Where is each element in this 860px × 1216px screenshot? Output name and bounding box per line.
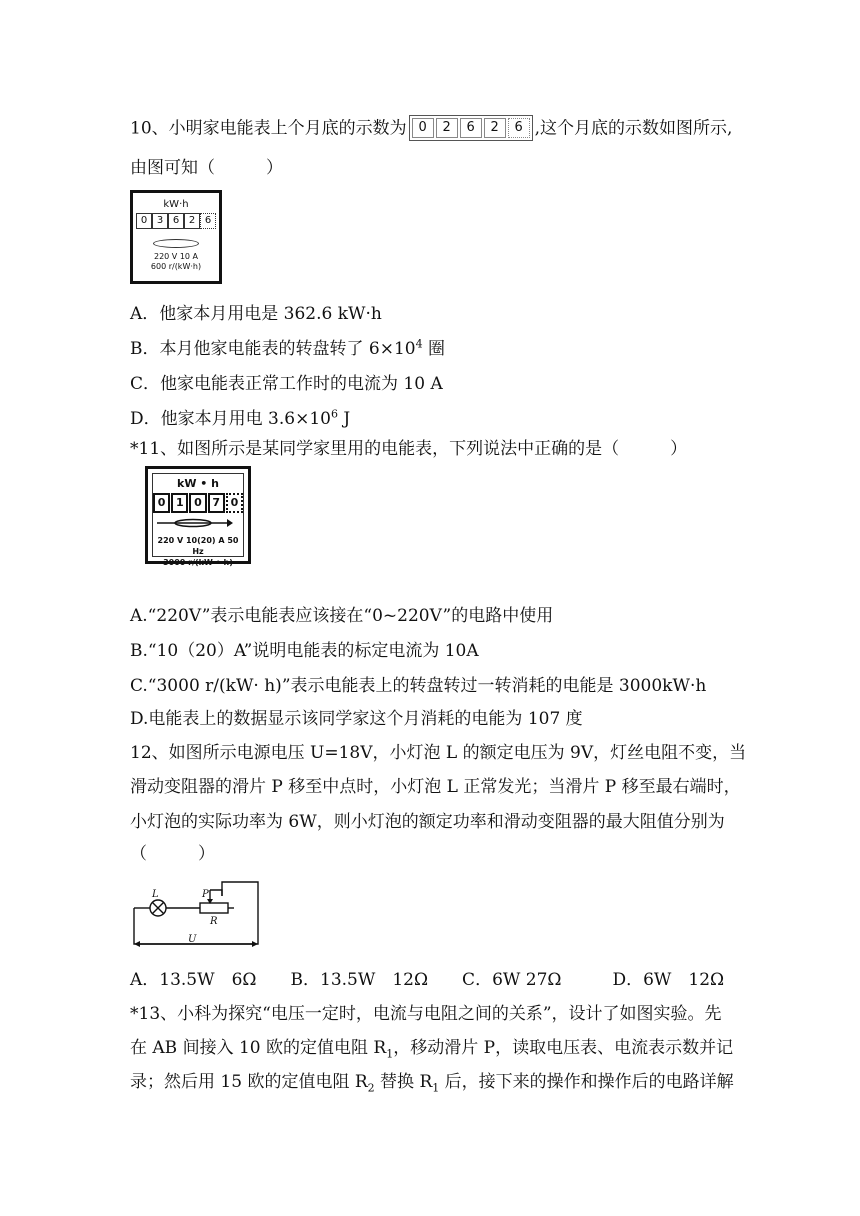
option-text-end: J (337, 409, 351, 429)
meter-digit: 3 (152, 213, 168, 229)
q12-stem-line2: 滑动变阻器的滑片 P 移至中点时，小灯泡 L 正常发光；当滑片 P 移至最右端时， (130, 777, 741, 797)
stem-text: 录；然后用 15 欧的定值电阻 R (130, 1072, 368, 1092)
meter-digits (153, 493, 243, 513)
meter-digit: 0 (153, 493, 170, 513)
q10-option-d (130, 407, 350, 431)
meter-decimal-digit: 0 (226, 493, 243, 513)
q11-option-c: C.“3000 r/(kW· h)”表示电能表上的转盘转过一转消耗的电能是 3000kW·h (130, 676, 707, 696)
q13-stem-line2 (130, 1036, 733, 1060)
q10-stem-text: 10、小明家电能表上个月底的示数为 (130, 118, 407, 139)
q11-energy-meter-figure (145, 466, 251, 567)
q10-option-b (130, 337, 445, 361)
meter-decimal-digit: 6 (200, 213, 216, 229)
reading-digit: 0 (412, 118, 434, 138)
meter-digit: 0 (136, 213, 152, 229)
meter-spec-rating: 220 V 10(20) A 50 Hz (157, 536, 239, 556)
q10-stem-text-end: ,这个月底的示数如图所示, (534, 118, 733, 139)
q12-stem-line3: 小灯泡的实际功率为 6W，则小灯泡的额定功率和滑动变阻器的最大阻值分别为 (130, 812, 725, 832)
reading-digit: 6 (460, 118, 482, 138)
reading-digit: 2 (436, 118, 458, 138)
q13-stem-line1: *13、小科为探究“电压一定时，电流与电阻之间的关系”，设计了如图实验。先 (130, 1004, 722, 1024)
subscript: 1 (386, 1047, 394, 1061)
option-text: D．他家本月用电 3.6×10 (130, 409, 331, 429)
option-text-end: 圈 (422, 339, 445, 359)
q12-circuit-diagram (130, 878, 262, 950)
meter-digits (133, 213, 219, 229)
superscript: 6 (330, 407, 338, 421)
stem-text: 在 AB 间接入 10 欧的定值电阻 R (130, 1038, 387, 1058)
meter-spec-revolutions: 3000 r/(kW • h) (163, 558, 233, 567)
voltage-label: U (188, 934, 197, 945)
voltage-arrowhead-right-icon (252, 941, 258, 947)
circuit-wire (210, 890, 222, 896)
meter-digit: 1 (171, 493, 188, 513)
subscript: 1 (432, 1081, 440, 1095)
stem-text-end: 后，接下来的操作和操作后的电路详解 (439, 1072, 734, 1092)
resistor-label: R (210, 916, 218, 927)
meter-spec-revolutions: 600 r/(kW·h) (150, 262, 202, 271)
option-text: B．本月他家电能表的转盘转了 6×10 (130, 339, 416, 359)
q12-stem-line1: 12、如图所示电源电压 U=18V，小灯泡 L 的额定电压为 9V，灯丝电阻不变，当 (130, 743, 747, 763)
q12-options: A．13.5W 6Ω B．13.5W 12Ω C．6W 27Ω D．6W 12Ω (130, 970, 725, 990)
meter-disk-icon (153, 239, 199, 248)
q12-stem-line4: （ ） (130, 844, 215, 864)
q10-option-a: A．他家本月用电是 362.6 kW·h (130, 304, 382, 324)
resistor-icon (200, 903, 228, 913)
reading-digit: 2 (484, 118, 506, 138)
q11-stem: *11、如图所示是某同学家里用的电能表，下列说法中正确的是（ ） (130, 439, 688, 459)
voltage-arrowhead-left-icon (134, 941, 140, 947)
meter-disk-arrow-icon (153, 517, 233, 529)
q11-option-a: A.“220V”表示电能表应该接在“0~220V”的电路中使用 (130, 606, 554, 626)
meter-inner-frame (152, 473, 244, 567)
meter-digit: 6 (168, 213, 184, 229)
q11-option-d: D.电能表上的数据显示该同学家这个月消耗的电能为 107 度 (130, 709, 583, 729)
q10-stem-line1 (130, 116, 732, 142)
meter-unit: kW • h (177, 477, 219, 490)
q13-stem-line3 (130, 1070, 734, 1094)
meter-unit: kW·h (163, 199, 189, 210)
stem-text-end: ，移动滑片 P，读取电压表、电流表示数并记 (393, 1038, 734, 1058)
lamp-label: L (152, 889, 159, 900)
q10-previous-reading-box (409, 115, 533, 141)
slider-label: P (202, 889, 209, 900)
meter-spec-rating: 220 V 10 A (153, 252, 199, 261)
superscript: 4 (415, 337, 423, 351)
meter-digit: 0 (189, 493, 206, 513)
meter-digit: 2 (184, 213, 200, 229)
subscript: 2 (367, 1081, 375, 1095)
q11-option-b: B.“10（20）A”说明电能表的标定电流为 10A (130, 641, 479, 661)
q10-energy-meter-figure (130, 190, 222, 284)
q10-stem-line2: 由图可知（ ） (130, 158, 283, 178)
stem-text-mid: 替换 R (374, 1072, 433, 1092)
reading-decimal-digit: 6 (508, 118, 530, 138)
meter-digit: 7 (208, 493, 225, 513)
q10-option-c: C．他家电能表正常工作时的电流为 10 A (130, 374, 443, 394)
